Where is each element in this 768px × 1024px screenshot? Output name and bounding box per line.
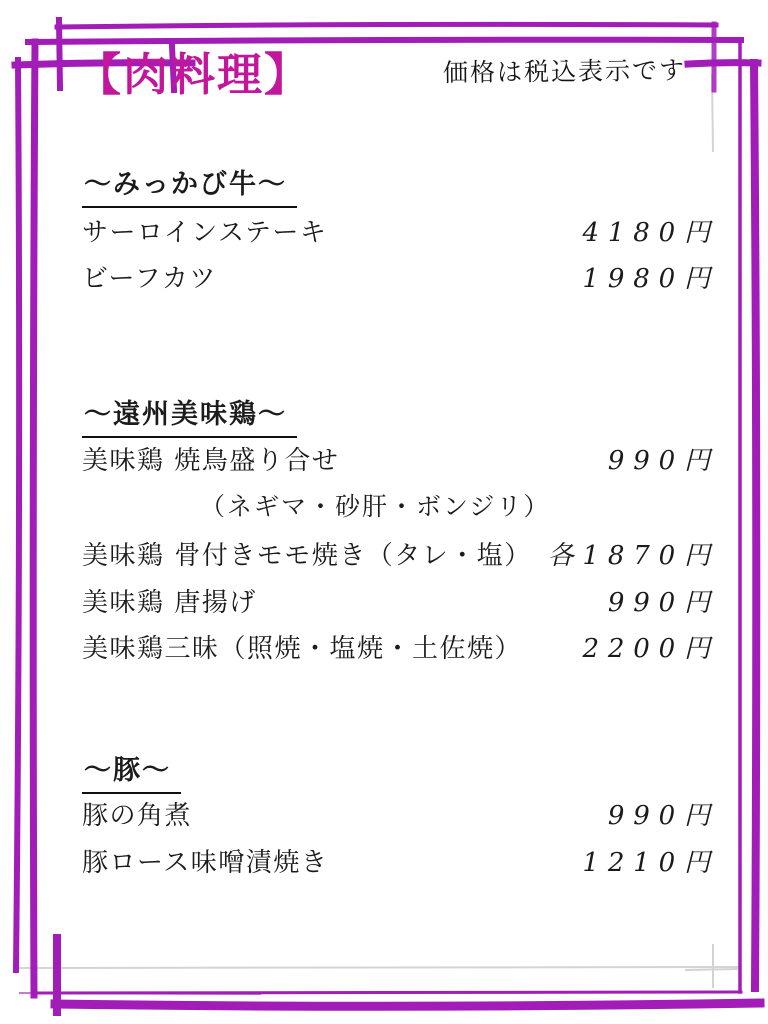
section-heading-text: 〜豚〜 (82, 748, 181, 794)
item-price: 990円 (607, 588, 719, 618)
menu-item-row (82, 628, 719, 665)
tax-inclusive-notice: 価格は税込表示です (442, 55, 687, 88)
item-name: サーロインステーキ (82, 218, 328, 248)
menu-item-row (82, 582, 719, 619)
item-name: 美味鶏 骨付きモモ焼き（タレ・塩） (82, 541, 532, 571)
item-name: 豚の角煮 (82, 801, 193, 831)
item-name: 美味鶏三昧（照焼・塩焼・土佐焼） (82, 634, 523, 664)
menu-item-row (82, 440, 719, 477)
page-title: 【肉料理】 (76, 48, 312, 101)
item-price: 2200円 (582, 634, 719, 664)
menu-item-row (82, 842, 719, 879)
item-price: 1210円 (582, 848, 719, 878)
item-note: （ネギマ・砂肝・ボンジリ） (200, 492, 551, 521)
item-price: 990円 (607, 446, 719, 476)
menu-item-row (82, 535, 719, 572)
section-heading-chicken (82, 392, 297, 438)
section-heading-text: 〜遠州美味鶏〜 (82, 392, 297, 438)
menu-item-row (82, 258, 719, 295)
menu-item-row (82, 795, 719, 832)
section-heading-text: 〜みっかび牛〜 (82, 162, 297, 208)
item-name: 美味鶏 唐揚げ (82, 588, 257, 618)
pencil-mark (712, 74, 713, 152)
item-price: 各1870円 (547, 541, 719, 571)
section-heading-pork (82, 748, 181, 794)
item-price: 1980円 (582, 264, 719, 294)
item-name: 豚ロース味噌漬焼き (82, 848, 329, 878)
section-heading-beef (82, 162, 297, 208)
menu (82, 0, 719, 1024)
item-price: 4180円 (582, 218, 719, 248)
item-name: ビーフカツ (82, 264, 217, 294)
item-price: 990円 (607, 801, 719, 831)
menu-item-row (82, 212, 719, 249)
item-name: 美味鶏 焼鳥盛り合せ (82, 446, 340, 476)
